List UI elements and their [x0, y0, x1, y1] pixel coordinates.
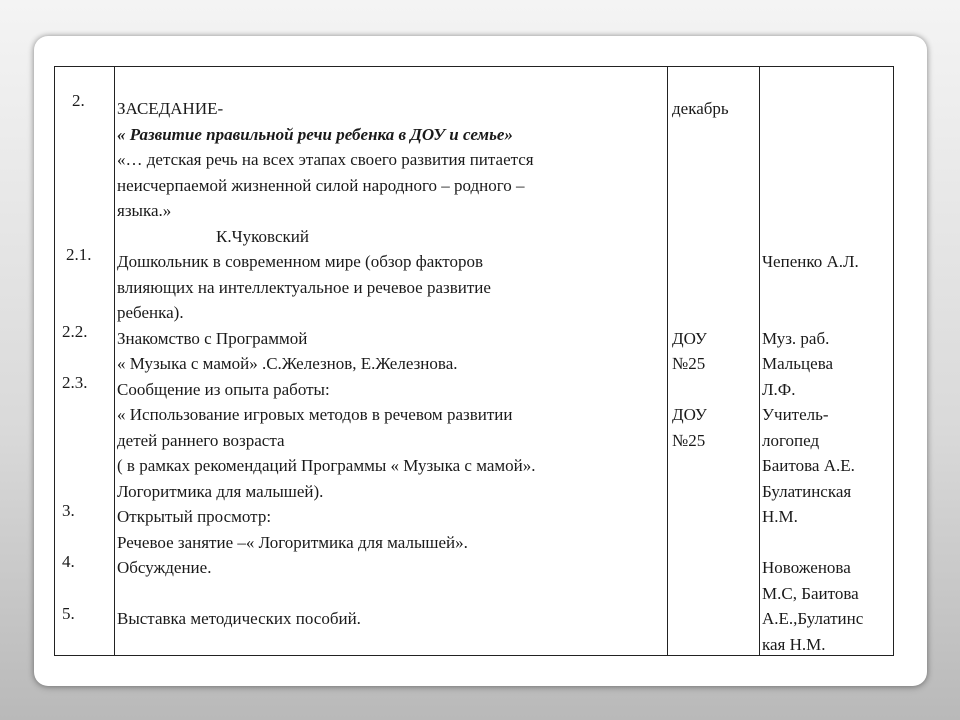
row-number: 2.3.: [62, 373, 88, 392]
responsible: А.Е.,Булатинс: [762, 609, 864, 628]
column-divider: [114, 67, 115, 655]
responsible: Мальцева: [762, 354, 834, 373]
row-number: 2.2.: [62, 322, 88, 341]
item-text: « Музыка с мамой» .С.Железнов, Е.Железнова.: [117, 354, 458, 373]
responsible: М.С, Баитова: [762, 584, 859, 603]
item-text: ребенка).: [117, 303, 184, 322]
place: ДОУ: [672, 405, 707, 424]
quote-author: К.Чуковский: [216, 227, 309, 246]
row-number: 3.: [62, 501, 75, 520]
place: №25: [672, 431, 706, 450]
item-text: Выставка методических пособий.: [117, 609, 361, 628]
month: декабрь: [672, 99, 729, 118]
responsible: логопед: [762, 431, 820, 450]
item-text: Обсуждение.: [117, 558, 212, 577]
quote-line: неисчерпаемой жизненной силой народного – родного –: [117, 176, 525, 195]
item-text: детей раннего возраста: [117, 431, 285, 450]
item-text: Открытый просмотр:: [117, 507, 272, 526]
responsible: Чепенко А.Л.: [762, 252, 859, 271]
item-text: Логоритмика для малышей).: [117, 482, 324, 501]
place: ДОУ: [672, 329, 707, 348]
row-number: 5.: [62, 604, 75, 623]
row-number: 2.1.: [66, 245, 92, 264]
item-text: влияющих на интеллектуальное и речевое развитие: [117, 278, 491, 297]
column-divider: [759, 67, 760, 655]
responsible: кая Н.М.: [762, 635, 826, 654]
quote-line: языка.»: [117, 201, 172, 220]
item-text: Знакомство с Программой: [117, 329, 308, 348]
item-text: Речевое занятие –« Логоритмика для малышей».: [117, 533, 468, 552]
item-text: Сообщение из опыта работы:: [117, 380, 330, 399]
responsible: Баитова А.Е.: [762, 456, 855, 475]
meeting-topic: « Развитие правильной речи ребенка в ДОУ и семье»: [117, 125, 513, 144]
quote-line: «… детская речь на всех этапах своего развития питается: [117, 150, 534, 169]
row-number: 4.: [62, 552, 75, 571]
item-text: ( в рамках рекомендаций Программы « Музыка с мамой».: [117, 456, 536, 475]
row-number: 2.: [72, 91, 85, 110]
responsible: Муз. раб.: [762, 329, 830, 348]
place: №25: [672, 354, 706, 373]
item-text: « Использование игровых методов в речевом развитии: [117, 405, 513, 424]
responsible: Л.Ф.: [762, 380, 796, 399]
responsible: Учитель-: [762, 405, 829, 424]
responsible: Н.М.: [762, 507, 798, 526]
responsible: Новоженова: [762, 558, 851, 577]
meeting-heading: ЗАСЕДАНИЕ-: [117, 99, 224, 118]
column-divider: [667, 67, 668, 655]
item-text: Дошкольник в современном мире (обзор факторов: [117, 252, 484, 271]
responsible: Булатинская: [762, 482, 852, 501]
